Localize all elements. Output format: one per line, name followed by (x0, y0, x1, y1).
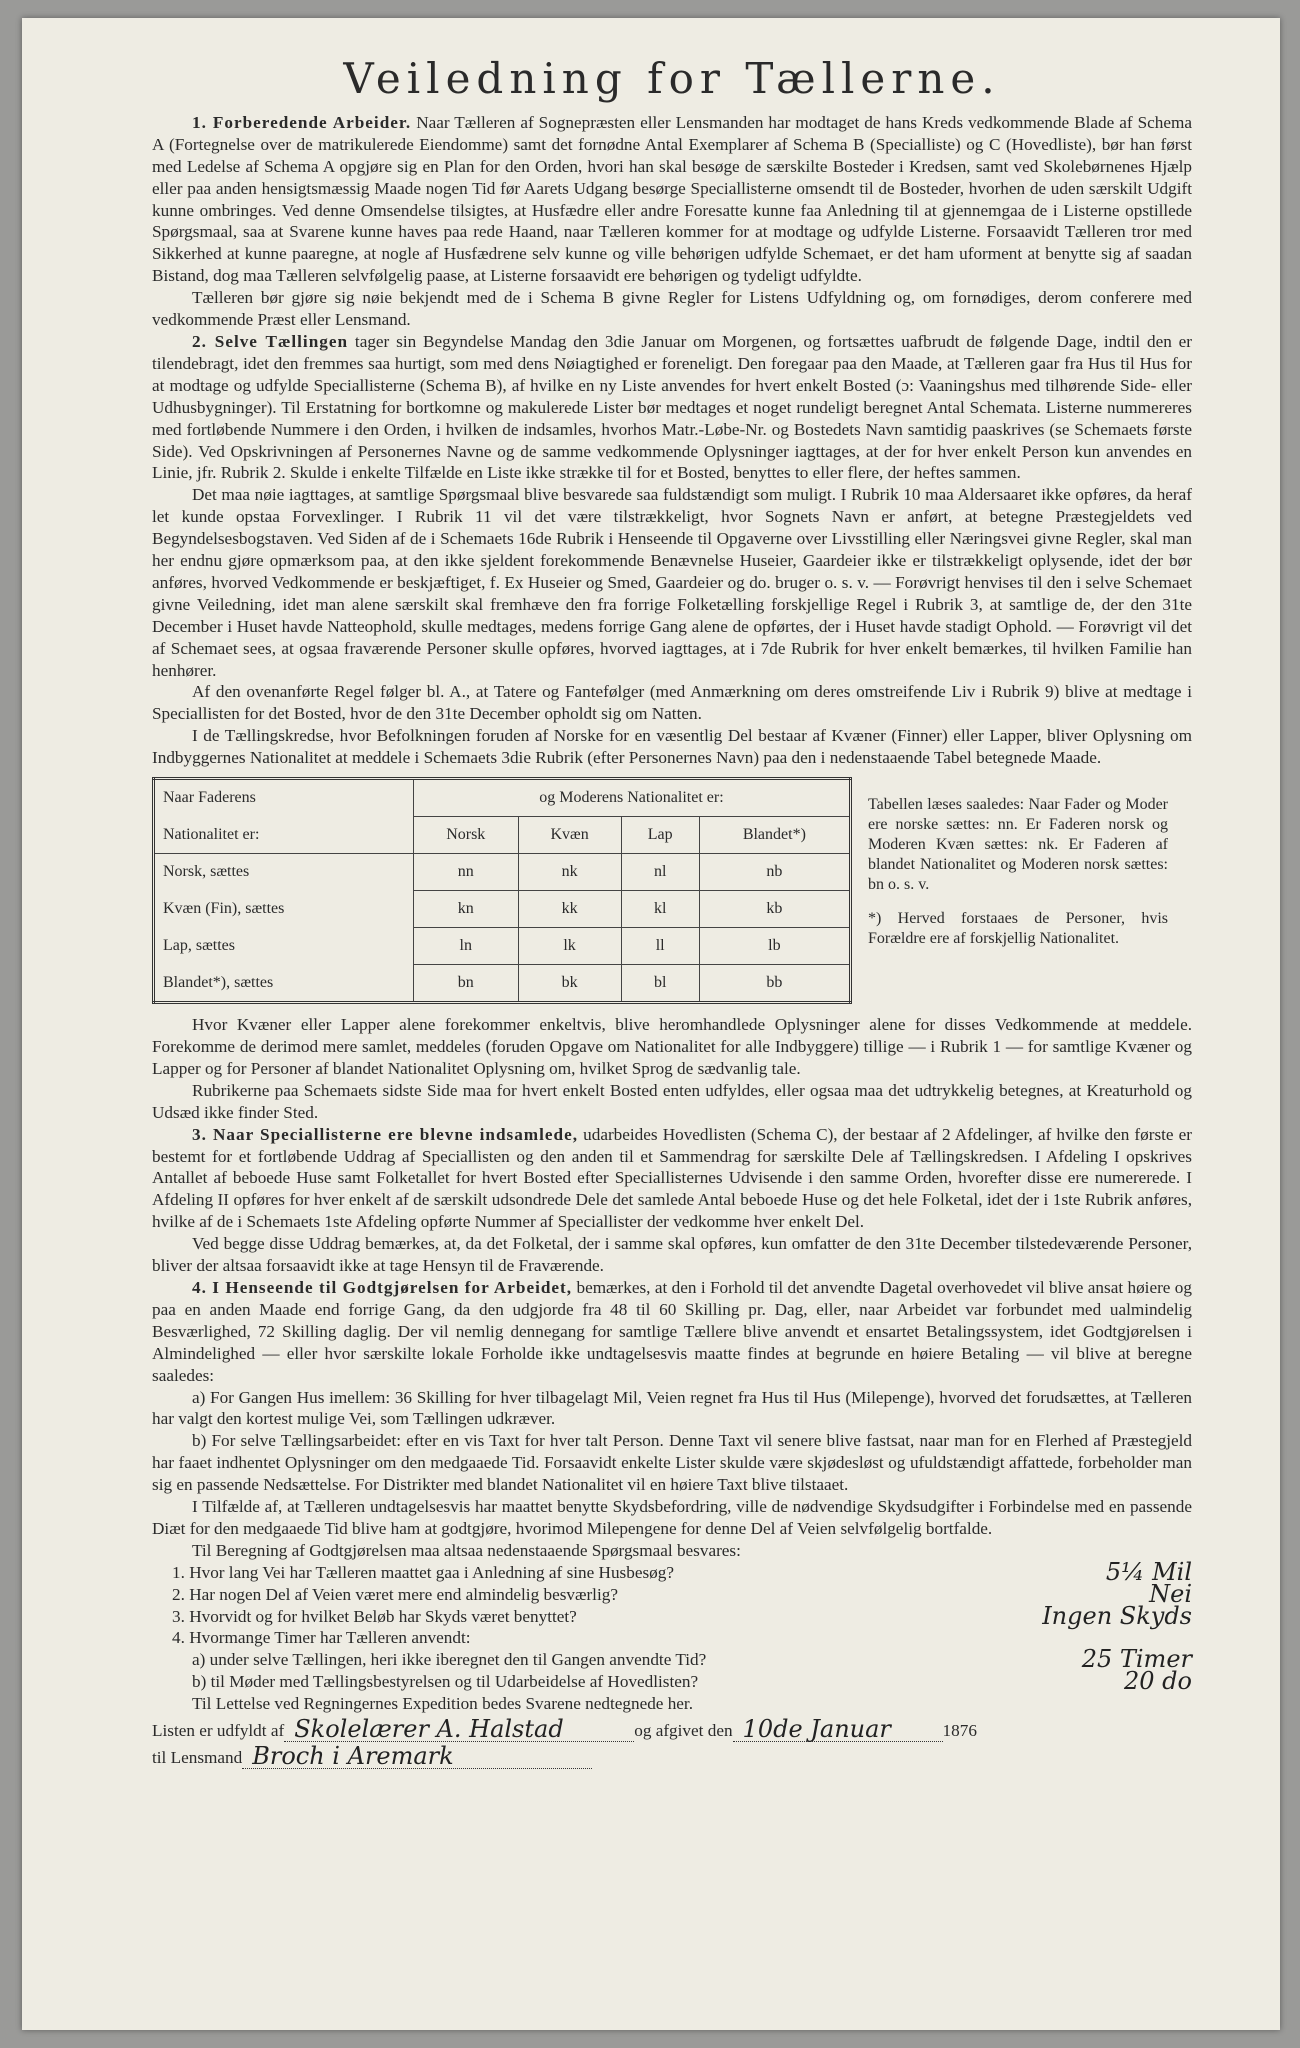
table-cell: bb (699, 965, 850, 1003)
section-4-heading: 4. I Henseende til Godtgjørelsen for Arbeidet, (192, 1277, 573, 1297)
table-cell: bn (413, 965, 518, 1003)
question-text: a) under selve Tællingen, heri ikke iberegnet den til Gangen anvendte Tid? (192, 1650, 707, 1670)
section-2-text: tager sin Begyndelse Mandag den 3die Januar om Morgenen, og fortsættes uafbrudt de følgende Dage, indtil den er tilendebragt, idet den fremmes saa hurtigt, som med dens Nøiagtighed er foreneligt. Den foregaar paa den Maade, at Tælleren gaar fra Hus til Hus for at modtage og udfylde Speciallisterne (Schema B), af hvilke en ny Liste anvendes for hvert enkelt Bosted (ɔ: Vaaningshus med tilhørende Side- eller Udhusbygninger). Til Erstatning for bortkomne og makulerede Lister bør medtages et noget rundeligt beregnet Antal Schemata. Listerne nummereres med fortløbende Nummere i den Orden, i hvilken de indsamles, hvorhos Matr.-Løbe-Nr. og Bostedets Navn samtidig paaskrives (se Schemaets første Side). Ved Opskrivningen af Personernes Navne og de samme vedkommende Oplysninger iagttages, at der for hver enkelt Person kun anvendes en Linie, jfr. Rubrik 2. Skulde i enkelte Tilfælde en Liste ikke strække til for et Bosted, benyttes to eller flere, der heftes sammen. (152, 331, 1193, 483)
section-1-para-2: Tælleren bør gjøre sig nøie bekjendt med de i Schema B givne Regler for Listens Udfyldning og, om fornødiges, derom conferere med vedkommende Præst eller Lensmand. (152, 288, 1192, 330)
table-cell: nl (621, 854, 699, 891)
question-answer[interactable]: 5¼ Mil (1105, 1557, 1192, 1586)
question-answer[interactable]: Nei (1149, 1579, 1192, 1608)
section-1-heading: 1. Forberedende Arbeider. (192, 112, 412, 132)
table-cell: bk (518, 965, 621, 1003)
section-1-text: Naar Tælleren af Sognepræsten eller Lensmanden har modtaget de hans Kreds vedkommende Blade af Schema A (Fortegnelse over de matrikulerede Eiendomme) samt det fornødne Antal Exemplarer af Schema B (Specialliste) og C (Hovedliste), bør han først med Ledelse af Schema A opgjøre sig en Plan for den Orden, hvori han skal besøge de særskilte Bosteder i Kredsen, samt ved Skolebørnenes Hjælp eller paa anden hensigtsmæssig Maade nogen Tid før Aarets Udgang besørge Speciallisterne omsendt til de Bosteder, hvorhen de uden særskilt Udgift kunne ombringes. Ved denne Omsendelse tilsigtes, at Husfædre eller andre Foresatte kunne faa Anledning til at gjennemgaa de i Listerne opstillede Spørgsmaal, saa at Svarene kunne haves paa rede Haand, naar Tælleren kommer for at modtage og udfylde Listerne. Forsaavidt Tælleren tror med Sikkerhed at kunne paaregne, at nogle af Husfædrene selv kunne og ville behørigen udfylde Schemaet, er det ham uforment at benytte sig af saadan Bistand, dog maa Tælleren selvfølgelig paase, at Listerne forsaavidt ere behørigen og tydeligt udfyldte. (152, 112, 1192, 286)
section-3-text: udarbeides Hovedlisten (Schema C), der bestaar af 2 Afdelinger, af hvilke den første er bestemt for et fortløbende Uddrag af Speciallisten og den anden til et Sammendrag for særskilte Dele af Tællingskredsen. I Afdeling I opskrives Antallet af beboede Huse samt Folketallet for hvert Bosted efter Speciallisternes Udvisende i den samme Orden, hvorefter disse ere numererede. I Afdeling II opføres for hver enkelt af de særskilt udsondrede Dele det samlede Antal beboede Huse og det hele Folketal, idet der i 1ste Rubrik anføres, hvilke af de i Schemaets 1ste Afdeling opførte Nummer af Speciallister der vedkomme hver enkelt Del. (152, 1124, 1193, 1232)
section-1 (152, 112, 1192, 287)
nationality-table (152, 777, 852, 1004)
document-page (22, 18, 1280, 2030)
table-col-header: Kvæn (518, 817, 621, 854)
question-text: 3. Hvorvidt og for hvilket Beløb har Skyds været benyttet? (172, 1606, 577, 1626)
section-4-para-3: Til Beregning af Godtgjørelsen maa altsaa nedenstaaende Spørgsmaal besvares: (192, 1540, 741, 1560)
question-text: 4. Hvormange Timer har Tælleren anvendt: (172, 1628, 471, 1648)
afgivet-label: og afgivet den (634, 1721, 733, 1741)
signature-line-1 (152, 1715, 1192, 1744)
table-row (154, 854, 851, 891)
section-2 (152, 331, 1192, 484)
table-row (154, 965, 851, 1003)
table-cell: kn (413, 891, 518, 928)
section-2-heading: 2. Selve Tællingen (192, 331, 349, 351)
question-row (172, 1601, 1192, 1630)
nationality-table-block (152, 777, 1192, 1004)
table-notes (868, 777, 1168, 1004)
year-label: 1876 (942, 1721, 977, 1741)
afgivet-value[interactable]: 10de Januar (733, 1719, 943, 1742)
question-text: 2. Har nogen Del af Veien været mere end almindelig besværlig? (172, 1584, 618, 1604)
table-cell: lk (518, 928, 621, 965)
table-col-header: Blandet*) (699, 817, 850, 854)
document-content (152, 54, 1193, 1770)
table-row (154, 891, 851, 928)
table-row-label: Norsk, sættes (154, 854, 414, 891)
table-cell: nk (518, 854, 621, 891)
section-3-para-2: Ved begge disse Uddrag bemærkes, at, da det Folketal, der i samme skal opføres, kun omfatter de den 31te December tilstedeværende Personer, bliver der altsaa forsaavidt ikke at tage Hensyn til de Fraværende. (152, 1234, 1192, 1276)
section-4-item-b: b) For selve Tællingsarbeidet: efter en vis Taxt for hver talt Person. Denne Taxt vil senere blive fastsat, naar man for en Flerhed af Præstegjeld har faaet indhentet Oplysninger om den medgaaede Tid. Forsaavidt enkelte Lister skulde være skjødesløst og ufuldstændigt affattede, forbeholder man sig en passende Nedsættelse. For Distrikter med blandet Nationalitet vil en høiere Taxt blive tilstaaet. (152, 1431, 1192, 1495)
listen-value[interactable]: Skolelærer A. Halstad (284, 1719, 634, 1742)
table-cell: nn (413, 854, 518, 891)
table-cell: bl (621, 965, 699, 1003)
section-4-text: bemærkes, at den i Forhold til det anvendte Dagetal overhovedet vil blive ansat høiere og paa en anden Maade end forrige Gang, da den udgjorde fra 48 til 60 Skilling pr. Dag, eller, naar Arbeidet var forbundet med ualmindelig Besværlighed, 72 Skilling daglig. Der vil nemlig dennegang for samtlige Tællere blive anvendt et ensartet Betalingssystem, idet Godtgjørelsen i Almindelighed — eller hvor særskilte lokale Forholde ikke undtagelsesvis maatte findes at begrunde en høiere Betaling — vil blive at beregne saaledes: (152, 1277, 1192, 1385)
question-row (172, 1667, 1192, 1696)
table-note-footnote: *) Herved forstaaes de Personer, hvis Forældre ere af forskjellig Nationalitet. (868, 910, 1168, 948)
section-2-para-5: Hvor Kvæner eller Lapper alene forekommer enkeltvis, blive heromhandlede Oplysninger alene for disses Vedkommende at meddele. Forekomme de derimod mere samlet, meddeles (foruden Opgave om Nationalitet for alle Indbyggere) tillige — i Rubrik 1 — for samtlige Kvæner og Lapper og for Personer af blandet Nationalitet Oplysning om, hvilket Sprog de sædvanlig tale. (152, 1015, 1192, 1078)
table-cell: kb (699, 891, 850, 928)
table-row (154, 928, 851, 965)
section-4-para-2: I Tilfælde af, at Tælleren undtagelsesvis har maattet benytte Skydsbefordring, ville de nødvendige Skydsudgifter i Forbindelse med en passende Diæt for den medgaaede Tid blive ham at godtgjøre, hvorimod Milepengene for denne Del af Veien selvfølgelig bortfalde. (152, 1497, 1192, 1538)
question-text: 1. Hvor lang Vei har Tælleren maattet gaa i Anledning af sine Husbesøg? (172, 1562, 674, 1582)
table-head-father-2: Nationalitet er: (154, 817, 414, 854)
section-3-heading: 3. Naar Speciallisterne ere blevne indsamlede, (192, 1124, 579, 1144)
table-cell: nb (699, 854, 850, 891)
question-answer[interactable]: Ingen Skyds (1042, 1601, 1192, 1630)
page-title: Veiledning for Tællerne. (343, 54, 1001, 103)
table-cell: lb (699, 928, 850, 965)
question-row (172, 1557, 1192, 1586)
table-head-father-1: Naar Faderens (154, 779, 414, 817)
table-cell: kk (518, 891, 621, 928)
table-cell: kl (621, 891, 699, 928)
question-row (172, 1579, 1192, 1608)
table-row-label: Lap, sættes (154, 928, 414, 965)
lensmand-label: til Lensmand (152, 1748, 243, 1767)
section-4-para-4: Til Lettelse ved Regningernes Expedition bedes Svarene nedtegnede her. (192, 1694, 694, 1714)
question-text: b) til Møder med Tællingsbestyrelsen og til Udarbeidelse af Hovedlisten? (192, 1672, 699, 1692)
table-col-header: Lap (621, 817, 699, 854)
listen-label: Listen er udfyldt af (152, 1721, 285, 1741)
section-2-para-6: Rubrikerne paa Schemaets sidste Side maa for hvert enkelt Bosted enten udfyldes, eller ogsaa maa det udtrykkelig betegnes, at Kreaturhold og Udsæd ikke finder Sted. (152, 1080, 1192, 1122)
question-answer[interactable]: 20 do (1124, 1667, 1192, 1696)
question-row (172, 1627, 1192, 1649)
section-3 (152, 1124, 1192, 1234)
table-row-label: Blandet*), sættes (154, 965, 414, 1003)
table-head-mother: og Moderens Nationalitet er: (413, 779, 850, 817)
table-row-label: Kvæn (Fin), sættes (154, 891, 414, 928)
section-4 (152, 1277, 1192, 1387)
section-2-para-4: I de Tællingskredse, hvor Befolkningen foruden af Norske for en væsentlig Del bestaar af Kvæner (Finner) eller Lapper, bliver Oplysning om Indbyggernes Nationalitet at meddele i Schemaets 3die Rubrik (efter Personernes Navn) paa den i nedenstaaende Tabel betegnede Maade. (152, 726, 1192, 768)
signature-line-2 (152, 1742, 1192, 1770)
question-row (172, 1645, 1192, 1674)
section-4-item-a: a) For Gangen Hus imellem: 36 Skilling for hver tilbagelagt Mil, Veien regnet fra Hus til Hus (Milepenge), hvorved det forudsættes, at Tælleren har valgt den kortest mulige Vei, som Tællingen udkræver. (152, 1387, 1192, 1429)
table-cell: ln (413, 928, 518, 965)
table-cell: ll (621, 928, 699, 965)
table-col-header: Norsk (413, 817, 518, 854)
table-note-reading: Tabellen læses saaledes: Naar Fader og Moder ere norske sættes: nn. Er Faderen norsk og Moderen Kvæn sættes: nk. Er Faderen af blandet Nationalitet og Moderen norsk sættes: bn o. s. v. (868, 796, 1168, 894)
question-answer[interactable]: 25 Timer (1081, 1645, 1192, 1674)
questions-list (152, 1557, 1192, 1696)
section-2-para-2: Det maa nøie iagttages, at samtlige Spørgsmaal blive besvarede saa fuldstændigt som muligt. I Rubrik 10 maa Aldersaaret ikke opføres, da heraf let kunde opstaa Forvexlinger. I Rubrik 11 vil det være tilstrækkeligt, hvor Sognets Navn er anført, at betegne Præstegjeldets ved Begyndelsesbogstaven. Ved Siden af de i Schemaets 16de Rubrik i Henseende til Opgaverne over Livsstilling eller Næringsvei givne Regler, skal man her endnu gjøre opmærksom paa, at den ikke sjeldent forekommende Benævnelse Huseier, Gaardeier ikke er tilstrækkeligt oplysende, idet der bør anføres, hvorved Vedkommende er beskjæftiget, f. Ex Huseier og Smed, Gaardeier og do. bruger o. s. v. — Forøvrigt henvises til den i selve Schemaet givne Veiledning, idet man alene særskilt skal fremhæve den fra forrige Folketælling forskjellige Regel i Rubrik 3, at samtlige de, der den 31te December i Huset havde Natteophold, skulle medtages, medens forrige Gang alene de opførtes, der i Huset havde stadigt Ophold. — Forøvrigt vil det af Schemaet sees, at ogsaa fraværende Personer skulle opføres, hvorved iagttages, at i 7de Rubrik for hver enkelt bemærkes, til hvilken Familie han henhører. (152, 485, 1192, 680)
lensmand-value[interactable]: Broch i Aremark (242, 1746, 592, 1769)
section-2-para-3: Af den ovenanførte Regel følger bl. A., at Tatere og Fantefølger (med Anmærkning om deres omstreifende Liv i Rubrik 9) blive at medtage i Speciallisten for det Bosted, hvor de den 31te December opholdt sig om Natten. (152, 682, 1192, 724)
